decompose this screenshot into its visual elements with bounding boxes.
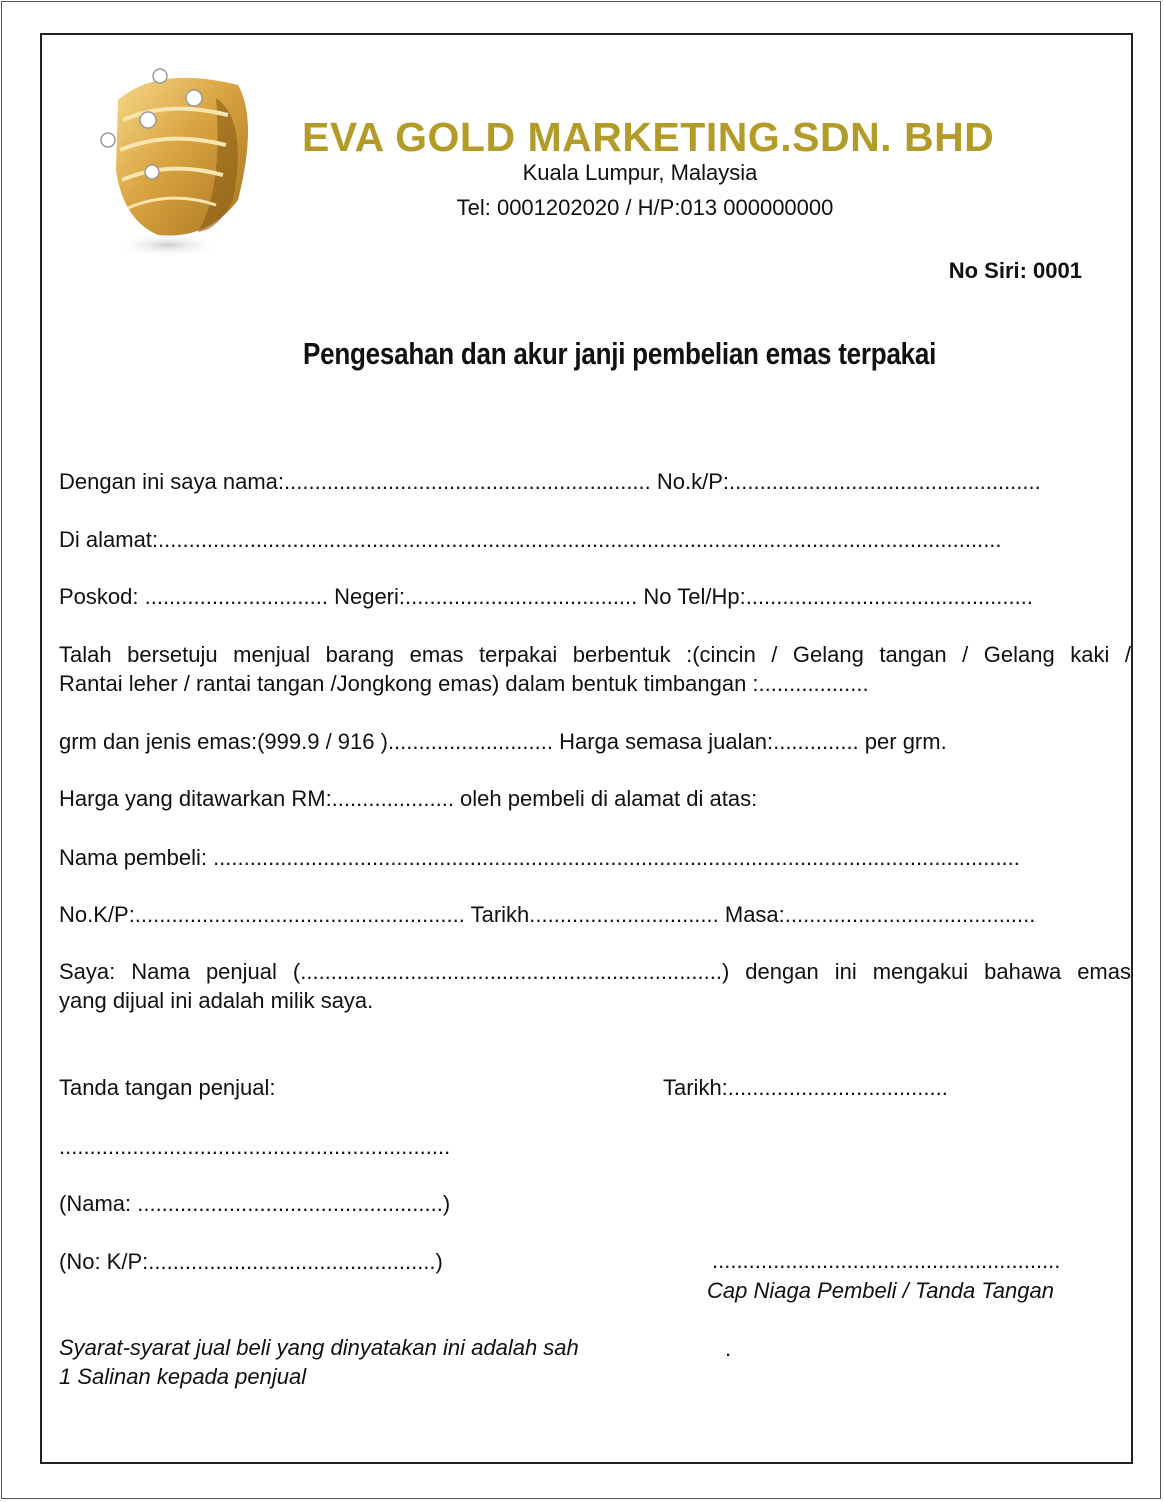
ownership-declaration (59, 957, 1131, 1015)
terms-period: . (725, 1336, 732, 1361)
seller-ic-line: (No: K/P:...............................................) (59, 1249, 443, 1274)
buyer-stamp-label: Cap Niaga Pembeli / Tanda Tangan (707, 1278, 1054, 1303)
gold-ring-image (98, 60, 258, 270)
document-title: Pengesahan dan akur janji pembelian emas terpakai (303, 336, 937, 371)
seller-printed-name-line: (Nama: ..................................................) (59, 1191, 451, 1216)
seller-signature-line: ................................................................ (59, 1134, 451, 1159)
company-name: EVA GOLD MARKETING.SDN. BHD (302, 114, 995, 160)
seller-signature-label: Tanda tangan penjual: (59, 1075, 276, 1100)
serial-number: No Siri: 0001 (948, 258, 1082, 283)
agreement-line-2: Rantai leher / rantai tangan /Jongkong emas) dalam bentuk timbangan :.................. (59, 671, 869, 696)
terms-note: Syarat-syarat jual beli yang dinyatakan ini adalah sah (59, 1335, 579, 1360)
company-phone: Tel: 0001202020 / H/P:013 000000000 (456, 195, 834, 220)
gold-grade-line: grm dan jenis emas:(999.9 / 916 )........................... Harga semasa jualan:.............. per grm. (59, 729, 947, 754)
agreement-line-1: Talah bersetuju menjual barang emas terpakai berbentuk :(cincin / Gelang tangan / Gelang kaki / (59, 642, 1131, 667)
offer-price-line: Harga yang ditawarkan RM:.................... oleh pembeli di alamat di atas: (59, 786, 758, 811)
declaration-line-2: yang dijual ini adalah milik saya. (59, 988, 374, 1013)
address-line: Di alamat:.......................................................................................................................................... (59, 527, 1002, 552)
ic-date-time-line: No.K/P:...................................................... Tarikh............................... Masa:......................................... (59, 902, 1036, 927)
copy-note: 1 Salinan kepada penjual (59, 1364, 307, 1389)
declaration-line-1: Saya: Nama penjual (.....................................................................) dengan ini mengakui bahawa emas (59, 959, 1131, 984)
signature-date-line: Tarikh:.................................... (663, 1075, 948, 1100)
agreement-paragraph (59, 640, 1131, 698)
seller-name-line: Dengan ini saya nama:............................................................ No.k/P:................................................... (59, 469, 1041, 494)
buyer-signature-line: ......................................................... (712, 1248, 1061, 1273)
buyer-name-line: Nama pembeli: .................................................................................................................................... (59, 845, 1020, 870)
company-address: Kuala Lumpur, Malaysia (522, 160, 758, 185)
postcode-line: Poskod: .............................. Negeri:...................................... No Tel/Hp:............................................... (59, 584, 1033, 609)
